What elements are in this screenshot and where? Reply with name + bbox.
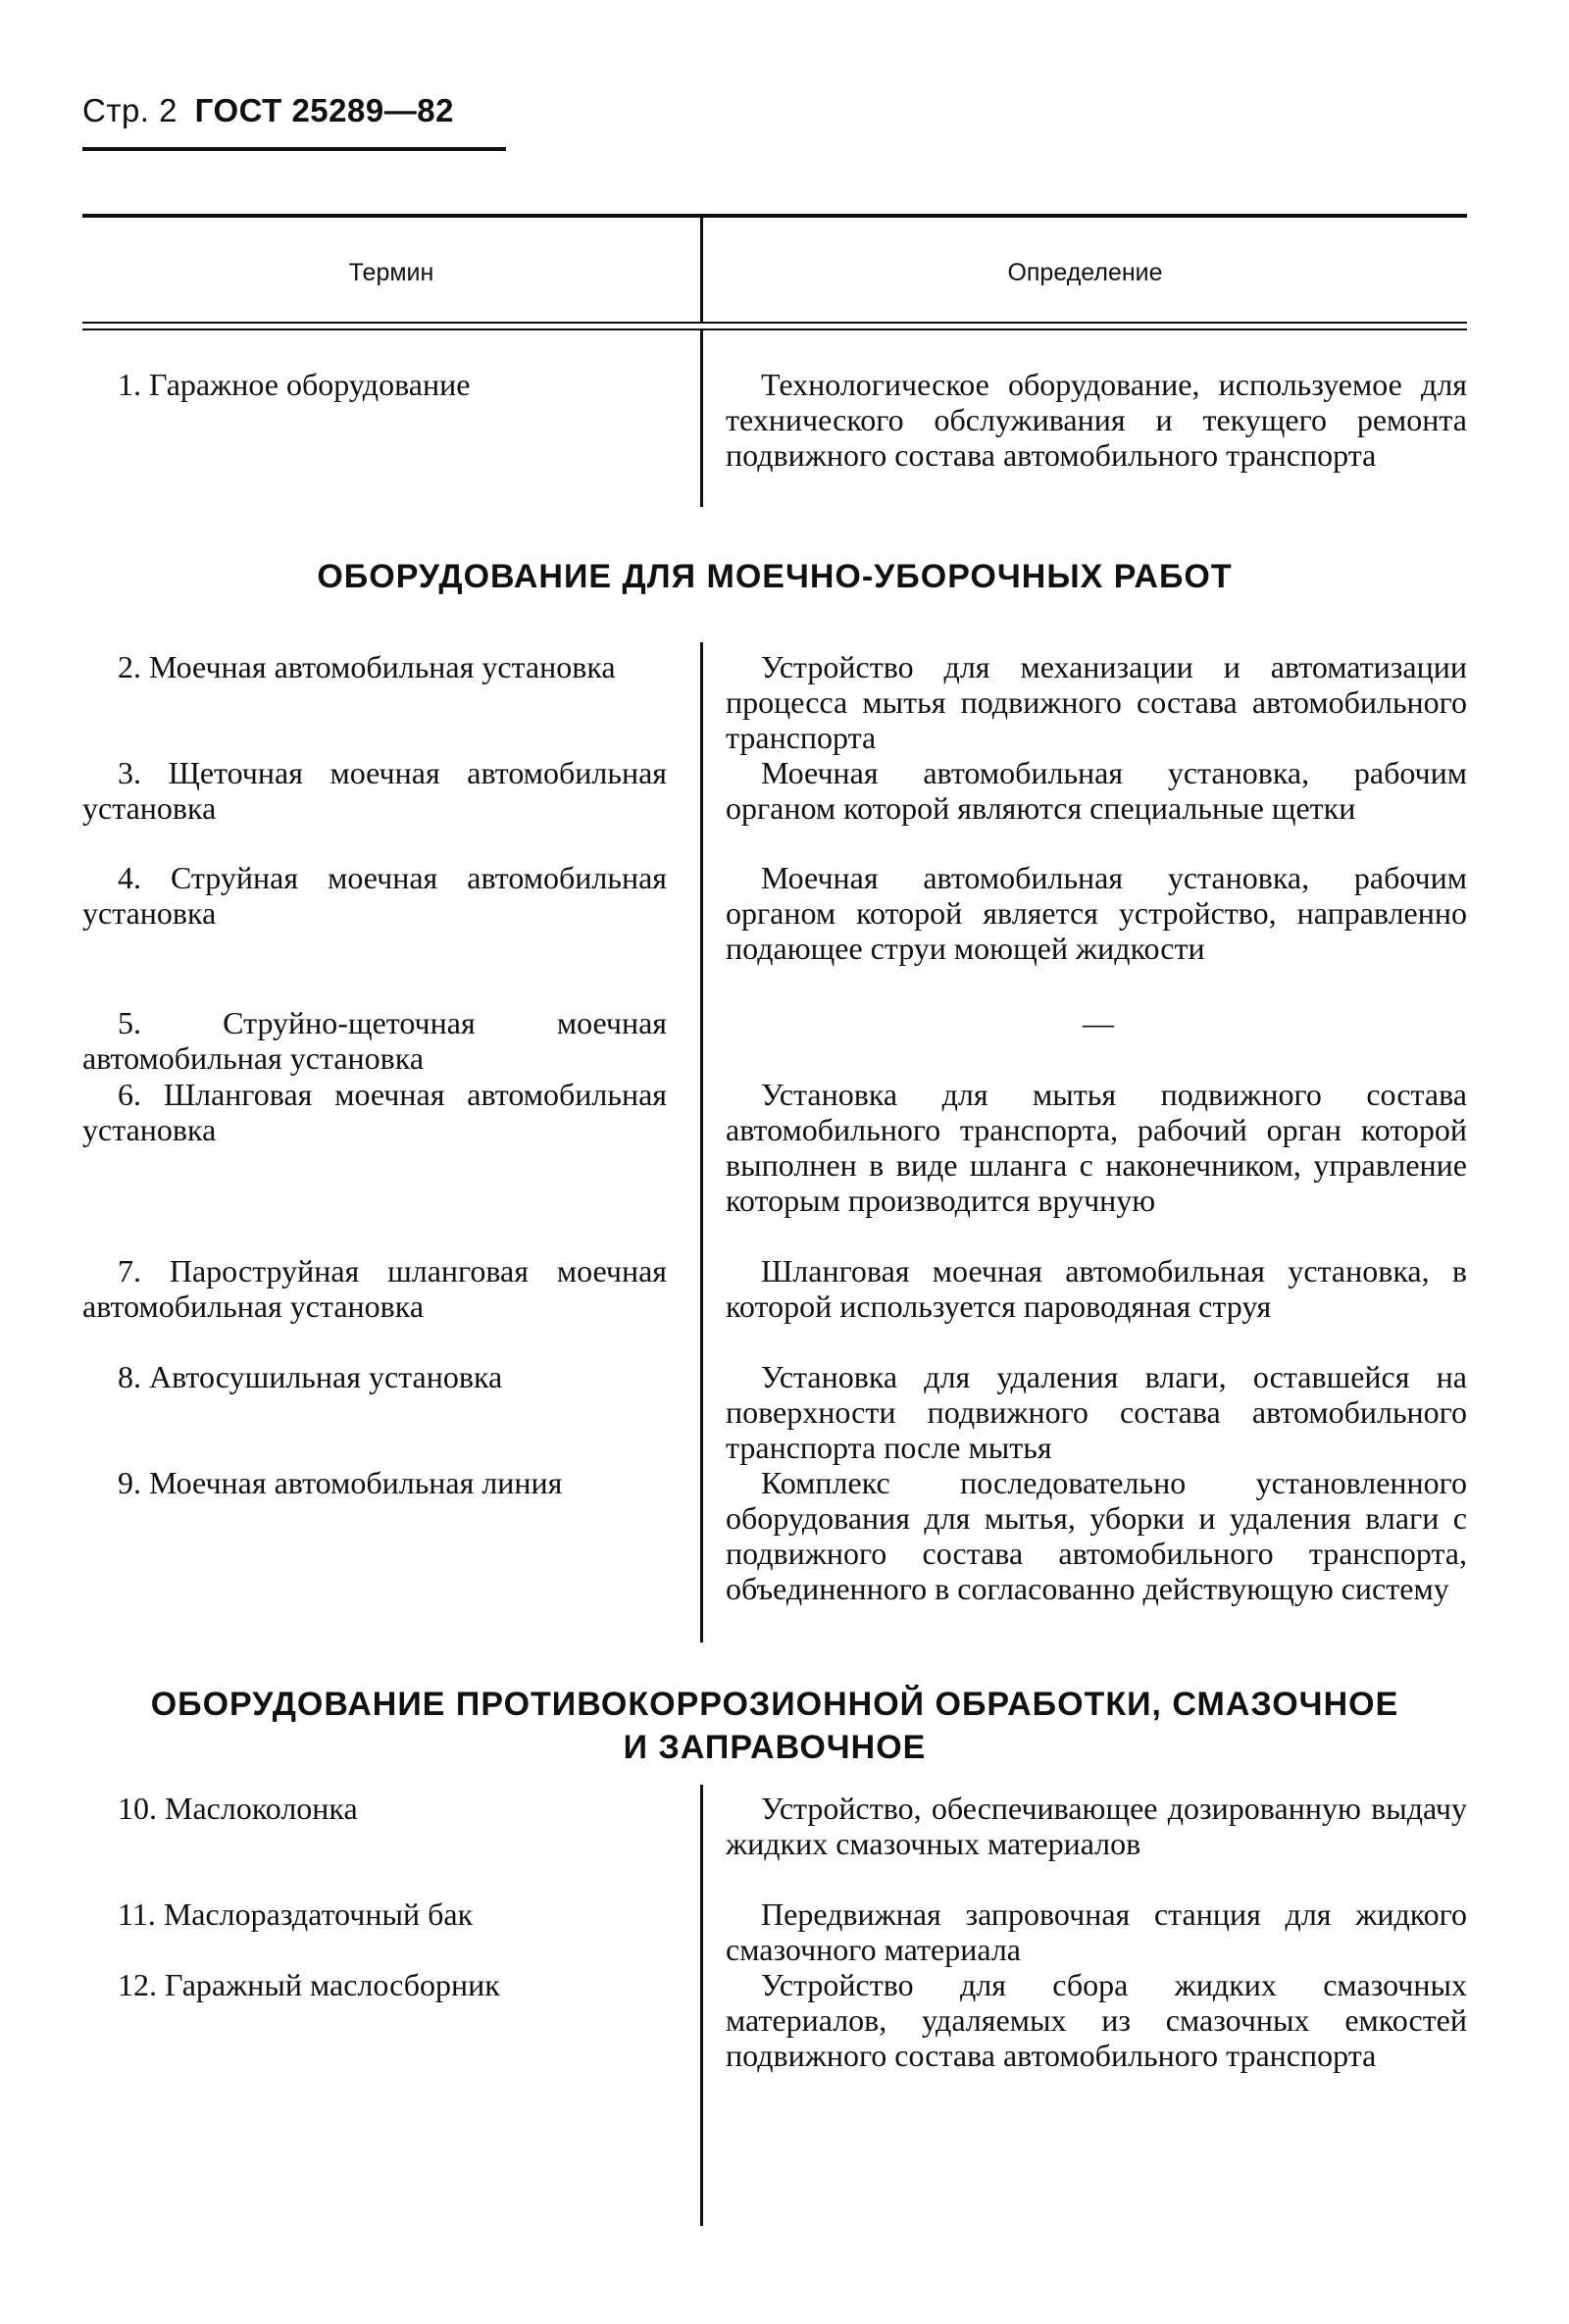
definition-cell: Установка для мытья подвижного состава автомобильного транспорта, рабочий орган которой выполнен в виде шланга с наконечником, управление которым производится вручную (726, 1077, 1467, 1218)
definition-cell: Устройство для механизации и автоматизации процесса мытья подвижного состава автомобильного транспорта (726, 649, 1467, 755)
term-text: 3. Щеточная моечная автомобильная установка (82, 755, 667, 826)
term-cell (82, 1253, 667, 1324)
term-cell (82, 649, 667, 684)
definition-cell: Установка для удаления влаги, оставшейся на поверхности подвижного состава автомобильного транспорта после мытья (726, 1359, 1467, 1465)
column-divider (700, 218, 703, 324)
column-header-definition: Определение (1007, 259, 1163, 286)
section-title: ОБОРУДОВАНИЕ ДЛЯ МОЕЧНО-УБОРОЧНЫХ РАБОТ (317, 558, 1233, 595)
section-title-line: ОБОРУДОВАНИЕ ПРОТИВОКОРРОЗИОННОЙ ОБРАБОТКИ, СМАЗОЧНОЕ (150, 1686, 1399, 1723)
term-text: 2. Моечная автомобильная установка (118, 649, 616, 684)
page-header (82, 92, 454, 129)
term-cell (82, 1465, 667, 1500)
page-number: Стр. 2 (82, 92, 177, 128)
column-header-term: Термин (348, 259, 434, 286)
definition-cell: Передвижная запровочная станция для жидкого смазочного материала (726, 1896, 1467, 1967)
column-divider (700, 1785, 703, 2226)
term-cell (82, 1896, 667, 1932)
term-text: 12. Гаражный маслосборник (118, 1967, 500, 2002)
table-top-rule (82, 214, 1467, 218)
term-text: 5. Струйно-щеточная моечная автомобильная установка (82, 1005, 667, 1076)
term-text: 1. Гаражное оборудование (118, 367, 471, 402)
section-title (82, 1683, 1467, 1769)
header-underline (82, 147, 506, 151)
term-cell (82, 1005, 667, 1076)
term-cell (82, 367, 667, 402)
term-text: 11. Маслораздаточный бак (118, 1896, 474, 1932)
definition-dash: — (1083, 1005, 1114, 1040)
term-text: 9. Моечная автомобильная линия (118, 1465, 563, 1500)
term-cell (82, 1077, 667, 1147)
term-text: 10. Маслоколонка (118, 1791, 358, 1826)
definition-cell: Моечная автомобильная установка, рабочим органом которой являются специальные щетки (726, 755, 1467, 826)
term-cell (82, 755, 667, 826)
column-divider (700, 642, 703, 1642)
term-cell (82, 1791, 667, 1826)
term-cell (82, 1967, 667, 2002)
definition-cell: Устройство, обеспечивающее дозированную выдачу жидких смазочных материалов (726, 1791, 1467, 1861)
term-text: 7. Пароструйная шланговая моечная автомобильная установка (82, 1253, 667, 1324)
term-cell (82, 1359, 667, 1394)
term-cell (82, 860, 667, 931)
standard-number: ГОСТ 25289—82 (194, 92, 454, 128)
definition-cell: Комплекс последовательно установленного оборудования для мытья, уборки и удаления влаги с подвижного состава автомобильного транспорта, объединенного в согласованно действующую систему (726, 1465, 1467, 1606)
definition-cell: Устройство для сбора жидких смазочных материалов, удаляемых из смазочных емкостей подвижного состава автомобильного транспорта (726, 1967, 1467, 2073)
term-text: 8. Автосушильная установка (118, 1359, 503, 1394)
definition-cell: Технологическое оборудование, используемое для технического обслуживания и текущего ремонта подвижного состава автомобильного транспорта (726, 367, 1467, 473)
section-title-line: И ЗАПРАВОЧНОЕ (623, 1729, 927, 1766)
definition-cell: Шланговая моечная автомобильная установка, в которой используется пароводяная струя (726, 1253, 1467, 1324)
definition-cell: Моечная автомобильная установка, рабочим органом которой является устройство, направленно подающее струи моющей жидкости (726, 860, 1467, 966)
term-text: 4. Струйная моечная автомобильная установка (82, 860, 667, 931)
table-header-rule (82, 322, 1467, 324)
term-text: 6. Шланговая моечная автомобильная установка (82, 1077, 667, 1147)
column-divider (700, 330, 703, 507)
table-header-rule (82, 328, 1467, 330)
